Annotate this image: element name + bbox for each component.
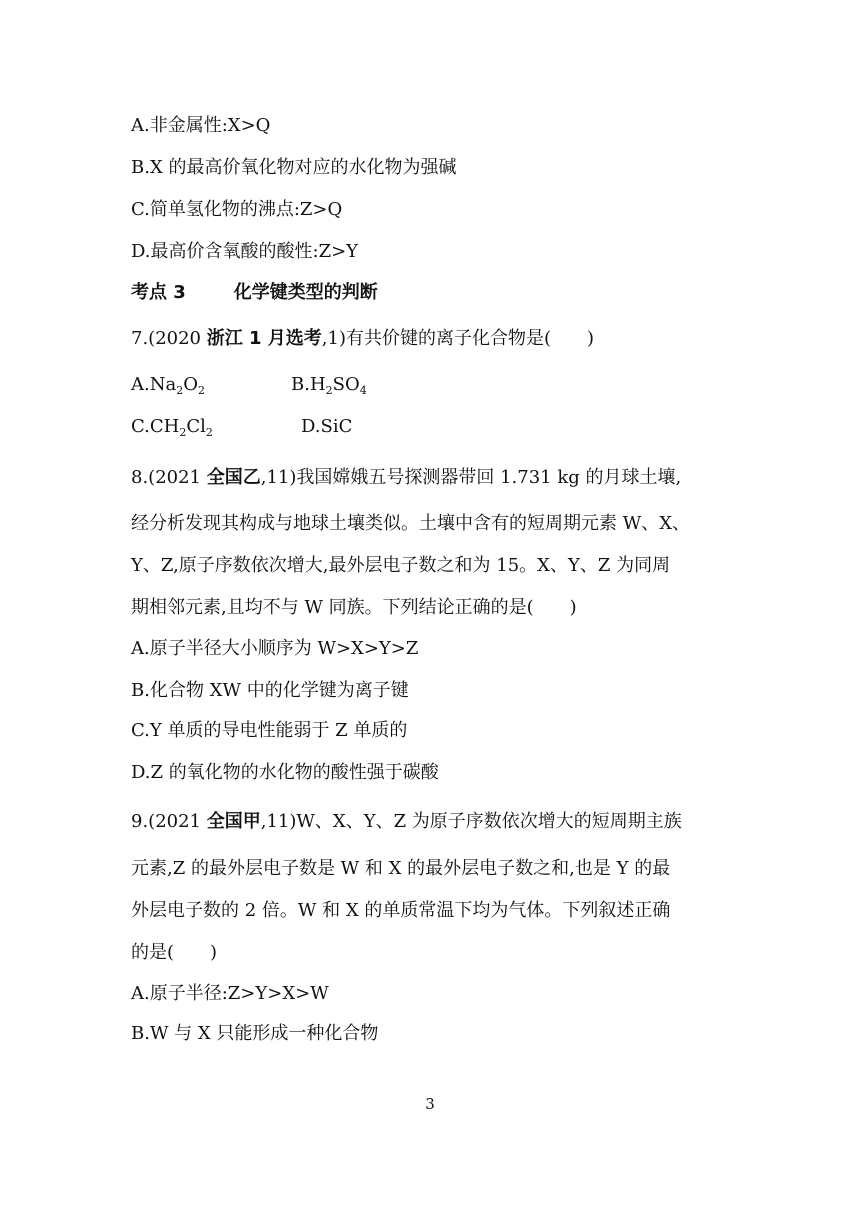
q8-stem-line2: 经分析发现其构成与地球土壤类似。土壤中含有的短周期元素 W、X、	[131, 513, 691, 534]
q9-stem-line2: 元素,Z 的最外层电子数是 W 和 X 的最外层电子数之和,也是 Y 的最	[131, 858, 671, 879]
q8-option-b: B.化合物 XW 中的化学键为离子键	[131, 680, 409, 701]
q9-option-b: B.W 与 X 只能形成一种化合物	[131, 1023, 379, 1044]
q6-option-a: A.非金属性:X>Q	[131, 115, 271, 136]
q9-stem-line3: 外层电子数的 2 倍。W 和 X 的单质常温下均为气体。下列叙述正确	[131, 900, 671, 921]
q9-line1-rest: ,11)W、X、Y、Z 为原子序数依次增大的短周期主族	[260, 811, 682, 832]
q6-option-c: C.简单氢化物的沸点:Z>Q	[131, 199, 343, 220]
q9-source: 全国甲	[206, 811, 261, 832]
q7-source: 浙江 1 月选考	[206, 328, 322, 349]
q8-line1-rest: ,11)我国嫦娥五号探测器带回 1.731 kg 的月球土壤,	[260, 467, 682, 488]
q7-option-c: $C.CH_2Cl_2$	[131, 416, 213, 439]
q7-option-a: $A.Na_2O_2$	[131, 374, 205, 397]
q9-stem-line4: 的是( )	[131, 942, 218, 963]
section-label: 考点 3	[131, 282, 186, 303]
q6-option-d: D.最高价含氧酸的酸性:Z>Y	[131, 241, 359, 262]
q8-option-c: C.Y 单质的导电性能弱于 Z 单质的	[131, 720, 408, 741]
q7-stem	[131, 327, 594, 351]
q9-prefix: 9.(2021	[131, 811, 207, 832]
q8-option-d: D.Z 的氧化物的水化物的酸性强于碳酸	[131, 762, 439, 783]
q8-option-a: A.原子半径大小顺序为 W>X>Y>Z	[131, 638, 419, 659]
q8-source: 全国乙	[206, 467, 261, 488]
section-heading	[131, 281, 378, 305]
q9-stem-line1	[131, 810, 682, 834]
q7-prefix: 7.(2020	[131, 328, 207, 349]
q8-prefix: 8.(2021	[131, 467, 207, 488]
q9-option-a: A.原子半径:Z>Y>X>W	[131, 983, 329, 1004]
q7-option-b: $B.H_2SO_4$	[291, 374, 367, 397]
section-title: 化学键类型的判断	[233, 282, 378, 303]
page-number: 3	[425, 1095, 435, 1113]
q8-stem-line4: 期相邻元素,且均不与 W 同族。下列结论正确的是( )	[131, 597, 577, 618]
q7-suffix: ,1)有共价键的离子化合物是( )	[321, 328, 595, 349]
q8-stem-line3: Y、Z,原子序数依次增大,最外层电子数之和为 15。X、Y、Z 为同周	[131, 555, 671, 576]
q6-option-b: B.X 的最高价氧化物对应的水化物为强碱	[131, 157, 457, 178]
q8-stem-line1	[131, 466, 681, 490]
q7-option-d: D.SiC	[301, 416, 353, 437]
